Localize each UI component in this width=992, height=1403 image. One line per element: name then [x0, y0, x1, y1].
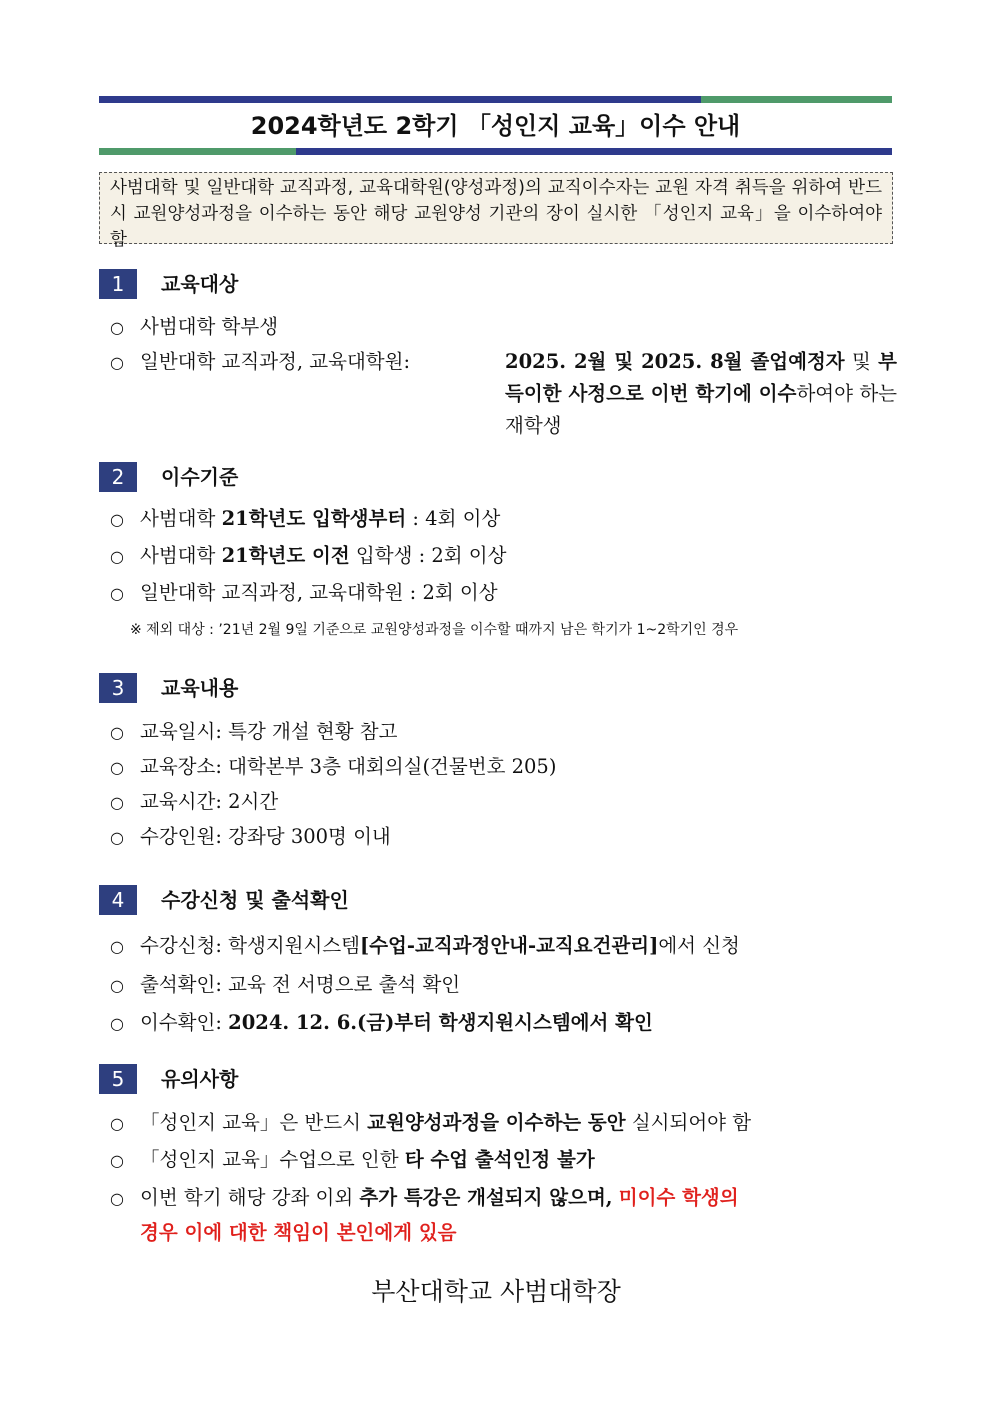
list-item-continuation: [140, 1219, 457, 1247]
bullet-marker: ○: [110, 828, 124, 847]
list-item: [110, 1009, 653, 1038]
bullet-marker: ○: [110, 353, 124, 372]
detail-bold: 부득이한 사정으로 이번 학기에 이수: [505, 350, 897, 405]
item-pre: 이번 학기 해당 강좌 이외: [140, 1186, 354, 1209]
section-label: 유의사항: [161, 1067, 239, 1091]
bullet-marker: ○: [110, 793, 124, 812]
item-pre: 「성인지 교육」은 반드시: [140, 1111, 361, 1134]
title-bottom-rule-blue: [296, 148, 892, 155]
item-post: 입학생 : 2회 이상: [355, 544, 507, 567]
item-bold: 추가 특강은 개설되지 않으며,: [359, 1186, 613, 1209]
title-top-rule-green: [701, 96, 892, 103]
section-label: 수강신청 및 출석확인: [161, 888, 349, 912]
item-bold: 교원양성과정을 이수하는 동안: [367, 1111, 626, 1134]
item-post: 실시되어야 함: [631, 1111, 752, 1134]
list-item: [110, 753, 556, 782]
section-number: 5: [99, 1064, 137, 1094]
bullet-marker: ○: [110, 937, 124, 956]
list-item: [110, 788, 278, 817]
bullet-marker: ○: [110, 723, 124, 742]
detail-bold: 2025. 2월 및 2025. 8월 졸업예정자: [505, 350, 845, 373]
title-bottom-rule: [99, 148, 892, 155]
bullet-marker: ○: [110, 976, 124, 995]
item-text: 사범대학 학부생: [140, 315, 279, 338]
title-bottom-rule-green: [99, 148, 296, 155]
exclusion-note: ※ 제외 대상 : ’21년 2월 9일 기준으로 교원양성과정을 이수할 때까지 남은 학기가 1~2학기인 경우: [130, 622, 739, 638]
item-text: 일반대학 교직과정, 교육대학원:: [140, 350, 411, 373]
list-item: [110, 718, 397, 747]
item-bold: 타 수업 출석인정 불가: [404, 1148, 595, 1171]
list-item: [110, 579, 498, 608]
item-pre: 수강신청: 학생지원시스템: [140, 934, 360, 957]
section-number: 4: [99, 885, 137, 915]
list-item: [110, 505, 500, 534]
list-item: [110, 348, 410, 377]
item-text: 교육시간: 2시간: [140, 790, 279, 813]
list-item: [110, 1109, 751, 1138]
bullet-marker: ○: [110, 584, 124, 603]
list-item: [110, 313, 278, 342]
list-item: [110, 1184, 739, 1213]
item-pre: 「성인지 교육」수업으로 인한: [140, 1148, 399, 1171]
warning-text: 경우 이에 대한 책임이 본인에게 있음: [140, 1221, 457, 1244]
detail-plain: 하여야 하는 재학생: [505, 382, 897, 437]
list-item: [110, 542, 507, 571]
item-text: 수강인원: 강좌당 300명 이내: [140, 825, 391, 848]
item-bold: [수업-교직과정안내-교직요건관리]: [359, 934, 659, 957]
title-top-rule-blue: [99, 96, 701, 103]
bullet-marker: ○: [110, 510, 124, 529]
section-label: 교육대상: [161, 272, 239, 296]
section-number: 1: [99, 269, 137, 299]
bullet-marker: ○: [110, 758, 124, 777]
item-text: 교육장소: 대학본부 3층 대회의실(건물번호 205): [140, 755, 557, 778]
page-title: 2024학년도 2학기 「성인지 교육」이수 안내: [250, 112, 741, 140]
section-number: 2: [99, 462, 137, 492]
warning-text: 미이수 학생의: [618, 1186, 739, 1209]
bullet-marker: ○: [110, 1151, 124, 1170]
list-item: [110, 932, 740, 961]
section-number: 3: [99, 673, 137, 703]
bullet-marker: ○: [110, 1114, 124, 1133]
item-text: 일반대학 교직과정, 교육대학원 : 2회 이상: [140, 581, 498, 604]
item-bold: 21학년도 입학생부터: [221, 507, 407, 530]
list-item: [110, 1146, 595, 1175]
section-label: 교육내용: [161, 676, 239, 700]
item-pre: 사범대학: [140, 507, 216, 530]
item-bold: 21학년도 이전: [221, 544, 350, 567]
list-item: [110, 971, 460, 1000]
item-text: 교육일시: 특강 개설 현황 참고: [140, 720, 398, 743]
item-pre: 이수확인:: [140, 1011, 222, 1034]
bullet-marker: ○: [110, 1189, 124, 1208]
item-bold: 2024. 12. 6.(금)부터 학생지원시스템에서 확인: [228, 1011, 653, 1034]
item-post: 에서 신청: [658, 934, 740, 957]
list-item: [110, 823, 391, 852]
bullet-marker: ○: [110, 1014, 124, 1033]
section-label: 이수기준: [161, 465, 239, 489]
title-top-rule: [99, 96, 892, 103]
intro-box: 사범대학 및 일반대학 교직과정, 교육대학원(양성과정)의 교직이수자는 교원 자격 취득을 위하여 반드시 교원양성과정을 이수하는 동안 해당 교원양성 기관의 장이 실시한 「성인지 교육」을 이수하여야 함: [99, 172, 893, 244]
bullet-marker: ○: [110, 547, 124, 566]
item-post: : 4회 이상: [412, 507, 501, 530]
item-text: 출석확인: 교육 전 서명으로 출석 확인: [140, 973, 461, 996]
bullet-marker: ○: [110, 318, 124, 337]
detail-plain: 및: [851, 350, 871, 373]
signature: 부산대학교 사범대학장: [371, 1277, 621, 1306]
item-pre: 사범대학: [140, 544, 216, 567]
target-detail: [505, 346, 897, 442]
